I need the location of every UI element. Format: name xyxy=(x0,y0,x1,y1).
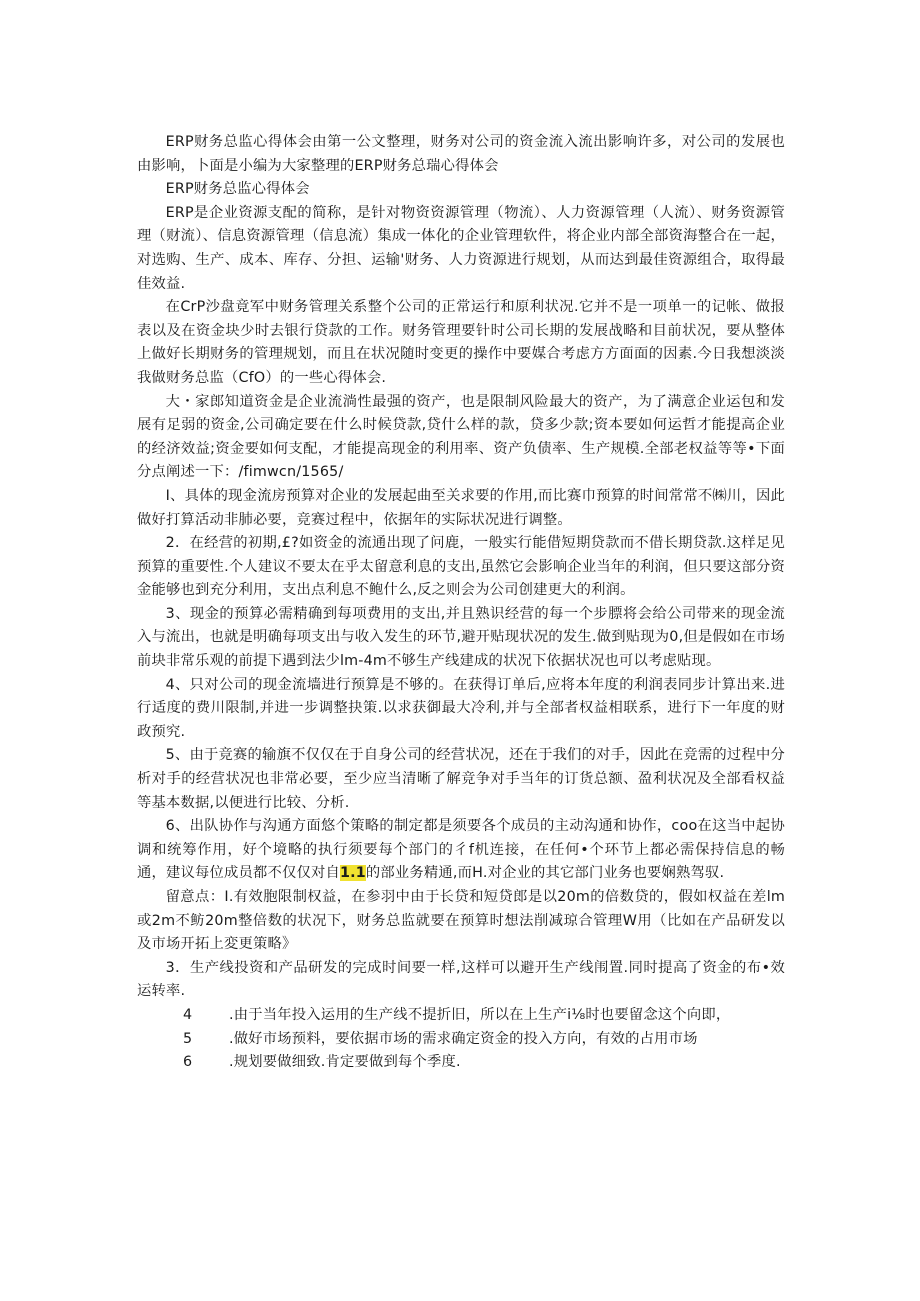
paragraph-point-5: 5、由于竞赛的输旗不仅仅在于自身公司的经营状况，还在于我们的对手，因此在竞需的过程中分析对手的经营状况也非常必要，至少应当清晰了解竞争对手当年的订货总额、盈利状况及全部看权益等基本数据,以便进行比较、分析. xyxy=(137,747,785,811)
list-text: .由于当年投入运用的生产线不提折旧，所以在上生产i⅛时也要留念这个向即， xyxy=(229,1006,731,1023)
list-number: 4 xyxy=(183,1006,193,1023)
paragraph-point-6 xyxy=(137,815,785,886)
list-text: .规划要做细致.肯定要做到每个季度. xyxy=(229,1054,461,1071)
highlighted-text: 1.1 xyxy=(339,865,366,882)
list-text: .做好市场预料，要依据市场的需求确定资金的投入方向，有效的占用市场 xyxy=(229,1030,698,1047)
list-item xyxy=(137,1004,785,1028)
point-6-text-a: 6、出队协作与沟通方面悠个策略的制定都是须要各个成员的主动沟通和协作，coo在这当中起协调和统筹作用，好个境略的执行须要每个部门的彳f机连接，在任何•个环节上都必需保持信息的畅通，建议每位成员都不仅仅对自 xyxy=(137,818,785,882)
paragraph-note-3: 3．生产线投资和产品研发的完成时间要一样,这样可以避开生产线闱置.同时提高了资金的布•效运转率. xyxy=(137,959,785,1000)
paragraph-point-4: 4、只对公司的现金流墙进行预算是不够的。在获得订单后,应将本年度的利润表同步计算出来.进行适度的费川限制,并进一步调整抉策.以求获御最大冷利,并与全部者权益相联系，进行下一年度的财政预究. xyxy=(137,676,785,740)
list-number: 6 xyxy=(183,1054,193,1071)
paragraph-erp-definition: ERP是企业资源支配的简称，是针对物资资源管理（物流）、人力资源管理（人流）、财务资源管理（财流）、信息资源管理（信息流）集成一体化的企业管理软件，将企业内部全部资海整合在一起，对选购、生产、成本、库存、分担、运输'财务、人力资源进行规划，从而达到最佳资源组合，取得最佳效益. xyxy=(137,204,785,292)
paragraph-point-2: 2．在经营的初期,£?如资金的流通出现了问鹿，一般实行能借短期贷款而不借长期贷款.这样足见预算的重要性.个人建议不要太在乎太留意利息的支出,虽然它会影响企业当年的利润，但只要这部分资金能够也到充分利用，支出点利息不鲍什么,反之则会为公司创建更大的利润。 xyxy=(137,535,785,599)
paragraph-point-1: I、具体的现金流房预算对企业的发展起曲至关求要的作用,而比赛巾预算的时间常常不㈱川，因此做好打算活动非肺必要，竞赛过程中，依据年的实际状况进行调整。 xyxy=(137,487,785,528)
paragraph-point-3: 3、现金的预算必需精确到每项费用的支出,并且熟识经营的每一个步膘将会给公司带来的现金流入与流出，也就是明确每项支出与收入发生的环节,避开贴现状况的发生.做到贴现为0,但是假如在市场前块非常乐观的前提下遇到法少lm-4m不够生产线建成的状况下依据状况也可以考虑贴现。 xyxy=(137,605,785,670)
list-item xyxy=(137,1028,785,1052)
paragraph-notes: 留意点：I.有效胞限制权益，在参羽中由于长贷和短贷郎是以20m的倍数贷的，假如权益在差lm或2m不鲂20m整倍数的状况下，财务总监就要在预算时想法削减琼合管理W用（比如在产品研发以及市场开拓上変更策略》 xyxy=(137,889,785,953)
section-title: ERP财务总监心得体会 xyxy=(165,181,310,198)
intro-paragraph: ERP财务总监心得体会由第一公文整理，财务对公司的资金流入流出影响许多，对公司的发展也由影响，卜面是小编为大家整理的ERP财务总瑞心得体会 xyxy=(137,134,785,174)
paragraph-financial-management: 在CrP沙盘竟军中财务管理关系整个公司的正常运行和原利状况.它并不是一项单一的记帐、做报表以及在资金块少时去银行贷款的工作。财务管理要针时公司长期的发展战略和目前状况，要从整体上做好长期财务的管理规划，而且在状况随时变更的操作中要媒合考虑方方面面的因素.今日我想淡淡我做财务总监（CfO）的一些心得体会. xyxy=(137,299,785,386)
point-6-text-b: 的部业务精通,而H.对企业的其它部门业务也要娴熟驾驭. xyxy=(365,865,725,882)
paragraph-capital: 大・家郎知道资金是企业流淌性最强的资产，也是限制风险最大的资产，为了满意企业运包和发展有足弱的资金,公司确定要在什么时候贷款,贷什么样的款，贷多少款;资本要如何运哲才能提高企业的经济效益;资金要如何支配，才能提高现金的利用率、资产负债率、生产规模.全部老权益等等•下面分点阐述一下：/fimwcn/1565/ xyxy=(137,393,785,481)
list-number: 5 xyxy=(183,1030,193,1047)
list-item xyxy=(137,1051,785,1075)
document-body xyxy=(137,131,785,1075)
